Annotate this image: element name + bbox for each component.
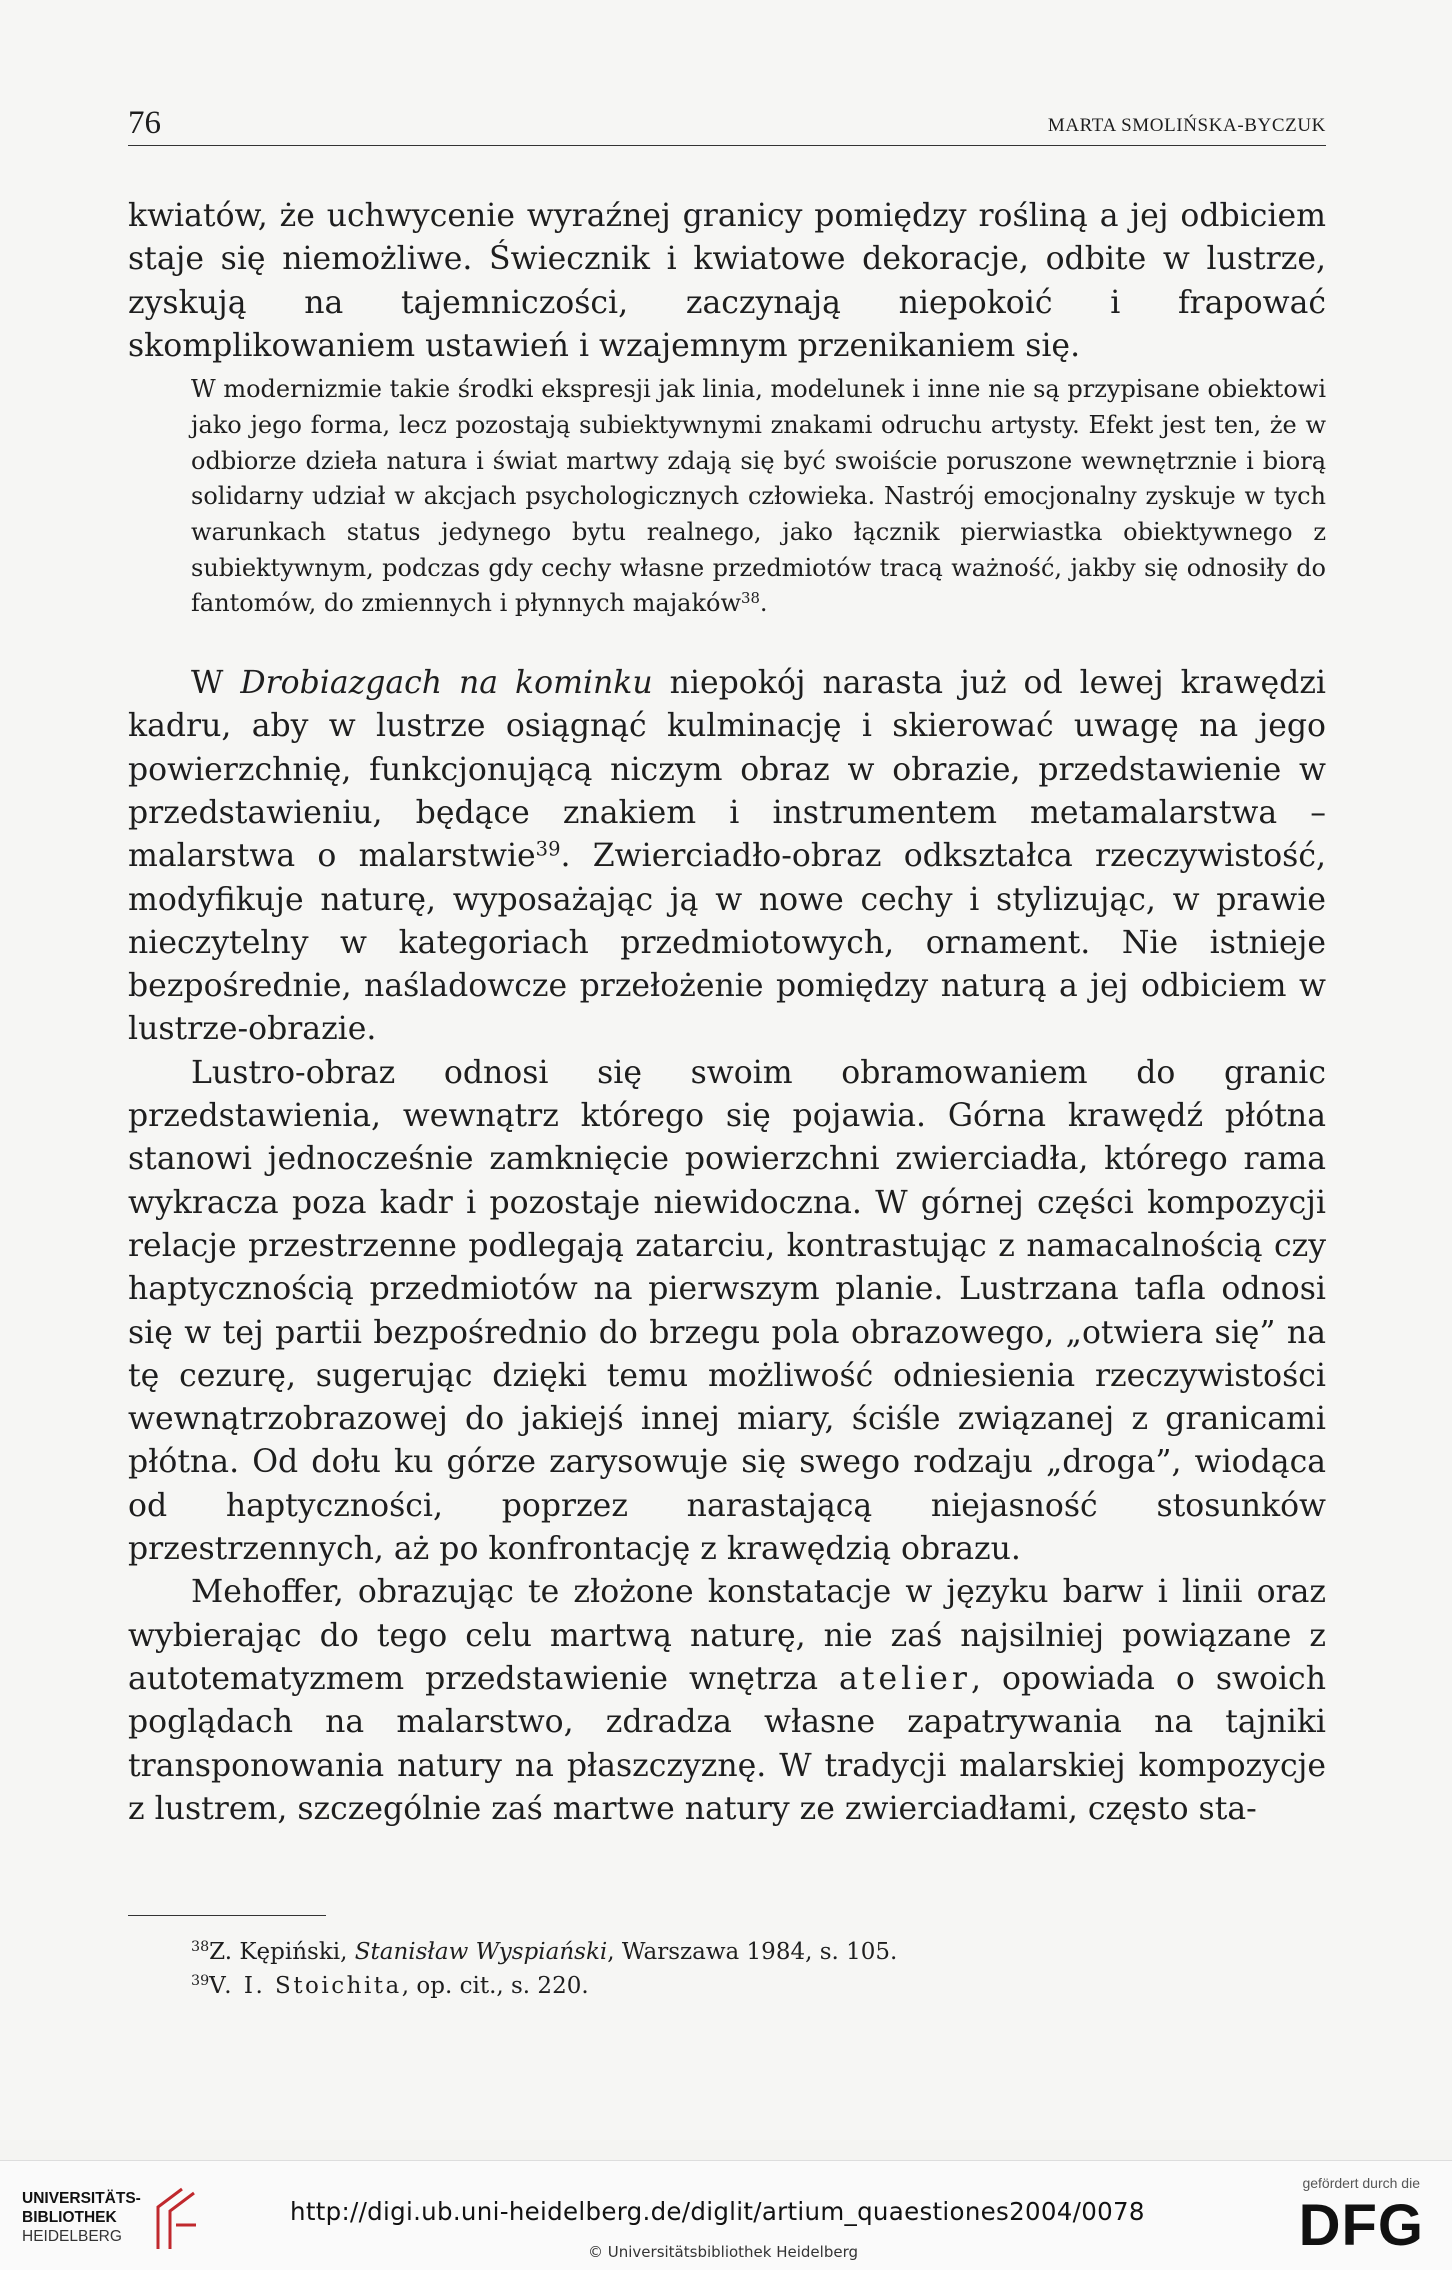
footnote-ref-39[interactable]: 39 (535, 837, 561, 861)
footnote-divider (128, 1915, 326, 1916)
funding-note: gefördert durch die (1302, 2175, 1420, 2191)
block-quote-end: . (759, 589, 768, 618)
block-quote (128, 372, 1326, 622)
footnote-author: V. I. Stoichita (209, 1973, 402, 1999)
library-bracket-icon (152, 2185, 200, 2251)
dfg-logo[interactable]: DFG (1298, 2193, 1424, 2258)
copyright-notice: © Universitätsbibliothek Heidelberg (588, 2243, 859, 2261)
permalink-url[interactable]: http://digi.ub.uni-heidelberg.de/diglit/artium_quaestiones2004/0078 (290, 2197, 1145, 2226)
running-head-author: MARTA SMOLIŃSKA-BYCZUK (1047, 115, 1326, 136)
footnote-number: 39 (191, 1973, 210, 1990)
paragraph-4-start: Mehoffer, obrazując te złożone konstatacje w języku barw i linii oraz wybierając do tego celu martwą naturę, nie zaś najsilniej powiązane z autotematyzmem przedstawienie wnętrza (128, 1574, 1326, 1697)
footnote-author: Z. Kępiński, (209, 1939, 355, 1965)
paragraph-4 (128, 1571, 1326, 1831)
running-head (128, 105, 1326, 146)
logo-line-2: BIBLIOTHEK (22, 2209, 117, 2226)
logo-line-3: HEIDELBERG (22, 2228, 122, 2245)
paragraph-2-middle: niepokój narasta już od lewej krawędzi kadru, aby w lustrze osiągnąć kulminację i skierować uwagę na jego powierzchnię, funkcjonującą niczym obraz w obrazie, przedstawienie w przedstawieniu, będące znakiem i instrumentem metamalarstwa – malarstwa o malarstwie (128, 665, 1326, 875)
page-number: 76 (128, 105, 161, 141)
footnote-title: Stanisław Wyspiański (354, 1939, 608, 1965)
block-quote-text: W modernizmie takie środki ekspresji jak linia, modelunek i inne nie są przypisane obiektowi jako jego forma, lecz pozostają subiektywnymi znakami odruchu artysty. Efekt jest ten, że w odbiorze dzieła natura i świat martwy zdają się być swoiście poruszone wewnętrznie i biorą solidarny udział w akcjach psychologicznych człowieka. Nastrój emocjonalny zyskuje w tych warunkach status jedynego bytu realnego, jako łącznik pierwiastka obiektywnego z subiektywnym, podczas gdy cechy własne przedmiotów tracą ważność, jakby się odnosiły do fantomów, do zmiennych i płynnych majaków (191, 375, 1326, 618)
paragraph-2-start: W (191, 665, 241, 702)
logo-line-1: UNIVERSITÄTS- (22, 2190, 141, 2207)
footnote-rest: , Warszawa 1984, s. 105. (607, 1939, 898, 1965)
paragraph-1: kwiatów, że uchwycenie wyraźnej granicy pomiędzy rośliną a jej odbiciem staje się niemożliwe. Świecznik i kwiatowe dekoracje, odbite w lustrze, zyskują na tajemniczości, zaczynają niepokoić i frapować skomplikowaniem ustawień i wzajemnym przenikaniem się. (128, 198, 1326, 364)
body-text (128, 195, 1326, 1831)
footnote-rest: , op. cit., s. 220. (401, 1973, 589, 1999)
digitization-footer (0, 2160, 1452, 2270)
footnote-38 (191, 1935, 1291, 1969)
paragraph-2 (128, 662, 1326, 1052)
paragraph-2-end: . Zwierciadło-obraz odkształca rzeczywistość, modyfikuje naturę, wyposażając ją w nowe cechy i stylizując, w prawie nieczytelny w kategoriach przedmiotowych, ornament. Nie istnieje bezpośrednie, naśladowcze przełożenie pomiędzy naturą a jej odbiciem w lustrze-obrazie. (128, 838, 1326, 1048)
footnotes (191, 1935, 1291, 2003)
footnote-number: 38 (191, 1939, 210, 1956)
footnote-ref-38[interactable]: 38 (740, 589, 760, 608)
paragraph-3: Lustro-obraz odnosi się swoim obramowaniem do granic przedstawienia, wewnątrz którego się pojawia. Górna krawędź płótna stanowi jednocześnie zamknięcie powierzchni zwierciadła, którego rama wykracza poza kadr i pozostaje niewidoczna. W górnej części kompozycji relacje przestrzenne podlegają zatarciu, kontrastując z namacalnością czy haptycznością przedmiotów na pierwszym planie. Lustrzana tafla odnosi się w tej partii bezpośrednio do brzegu pola obrazowego, „otwiera się” na tę cezurę, sugerując dzięki temu możliwość odniesienia rzeczywistości wewnątrzobrazowej do jakiejś innej miary, ściśle związanej z granicami płótna. Od dołu ku górze zarysowuje się swego rodzaju „droga”, wiodąca od haptyczności, poprzez narastającą niejasność stosunków przestrzennych, aż po konfrontację z krawędzią obrazu. (128, 1054, 1326, 1568)
artwork-title: Drobiazgach na kominku (240, 665, 653, 702)
paragraph-4-end: , opowiada o swoich poglądach na malarstwo, zdradza własne zapatrywania na tajniki transponowania natury na płaszczyznę. W tradycji malarskiej kompozycje z lustrem, szczególnie zaś martwe natury ze zwierciadłami, często sta- (128, 1660, 1326, 1827)
footnote-39 (191, 1969, 1291, 2003)
spaced-term: atelier (839, 1660, 971, 1697)
